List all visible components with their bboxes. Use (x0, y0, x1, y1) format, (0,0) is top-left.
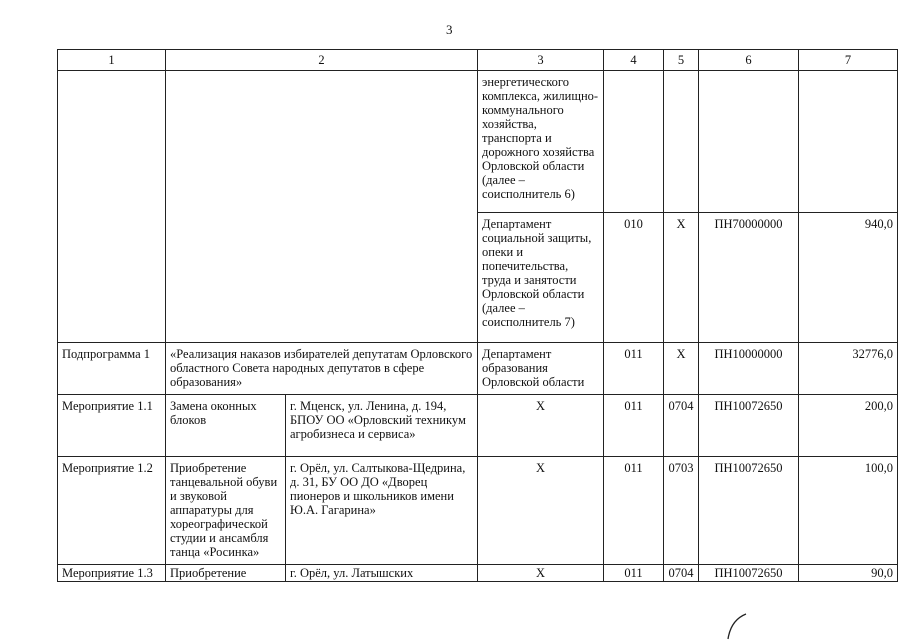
empty-cell (604, 71, 664, 213)
name-cell: Приобретение (166, 565, 286, 582)
executor-cell: Департамент образования Орловской области (478, 343, 604, 395)
empty-cell (664, 71, 699, 213)
signature-mark (722, 612, 752, 640)
executor-cell: Департамент социальной защиты, опеки и попечительства, труда и занятости Орловской области (далее – соисполнитель 7) (478, 213, 604, 343)
header-col-2: 2 (166, 50, 478, 71)
name-cell: «Реализация наказов избирателей депутатам Орловского областного Совета народных депутатов в сфере образования» (166, 343, 478, 395)
executor-cell: X (478, 395, 604, 457)
header-row (58, 50, 898, 71)
header-col-6: 6 (699, 50, 799, 71)
address-cell: г. Мценск, ул. Ленина, д. 194, БПОУ ОО «Орловский техникум агробизнеса и сервиса» (286, 395, 478, 457)
empty-cell (166, 71, 478, 343)
code-cell: Подпрограмма 1 (58, 343, 166, 395)
section-code-cell: 0704 (664, 565, 699, 582)
section-code-cell: X (664, 343, 699, 395)
code-cell: Мероприятие 1.2 (58, 457, 166, 565)
target-article-cell: ПН10072650 (699, 565, 799, 582)
header-col-5: 5 (664, 50, 699, 71)
name-cell: Приобретение танцевальной обуви и звуковой аппаратуры для хореографической студии и ансамбля танца «Росинка» (166, 457, 286, 565)
header-col-7: 7 (799, 50, 898, 71)
target-article-cell: ПН70000000 (699, 213, 799, 343)
code-cell: Мероприятие 1.1 (58, 395, 166, 457)
target-article-cell: ПН10072650 (699, 457, 799, 565)
table-row (58, 457, 898, 565)
amount-cell: 32776,0 (799, 343, 898, 395)
ministry-code-cell: 010 (604, 213, 664, 343)
empty-cell (799, 71, 898, 213)
executor-cell: X (478, 457, 604, 565)
page-number: 3 (446, 22, 453, 37)
name-cell: Замена оконных блоков (166, 395, 286, 457)
section-code-cell: 0704 (664, 395, 699, 457)
section-code-cell: X (664, 213, 699, 343)
amount-cell: 200,0 (799, 395, 898, 457)
budget-table (57, 49, 898, 582)
ministry-code-cell: 011 (604, 395, 664, 457)
header-col-1: 1 (58, 50, 166, 71)
table-row (58, 565, 898, 582)
ministry-code-cell: 011 (604, 457, 664, 565)
table-row (58, 71, 898, 213)
table-row (58, 343, 898, 395)
empty-cell (58, 71, 166, 343)
ministry-code-cell: 011 (604, 343, 664, 395)
address-cell: г. Орёл, ул. Салтыкова-Щедрина, д. 31, БУ ОО ДО «Дворец пионеров и школьников имени Ю.А. Гагарина» (286, 457, 478, 565)
amount-cell: 940,0 (799, 213, 898, 343)
section-code-cell: 0703 (664, 457, 699, 565)
address-cell: г. Орёл, ул. Латышских (286, 565, 478, 582)
executor-cell: энергетического комплекса, жилищно-коммунального хозяйства, транспорта и дорожного хозяйства Орловской области (далее – соисполнитель 6) (478, 71, 604, 213)
ministry-code-cell: 011 (604, 565, 664, 582)
target-article-cell: ПН10072650 (699, 395, 799, 457)
header-col-4: 4 (604, 50, 664, 71)
amount-cell: 90,0 (799, 565, 898, 582)
target-article-cell: ПН10000000 (699, 343, 799, 395)
table-row (58, 395, 898, 457)
header-col-3: 3 (478, 50, 604, 71)
executor-cell: X (478, 565, 604, 582)
amount-cell: 100,0 (799, 457, 898, 565)
empty-cell (699, 71, 799, 213)
code-cell: Мероприятие 1.3 (58, 565, 166, 582)
